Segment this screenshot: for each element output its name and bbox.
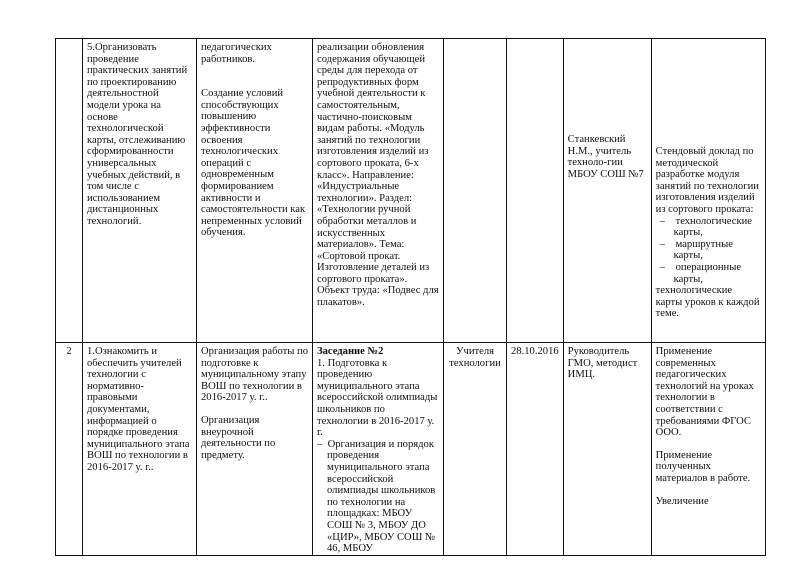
result-text: Применение полученных материалов в работе. xyxy=(655,449,751,484)
goal-text: Организация работы по подготовке к муниципальному этапу ВОШ по технологии в 2016-2017 у. г.. xyxy=(201,346,308,404)
row-number: 2 xyxy=(56,343,83,556)
result-list-item: – технологические карты, xyxy=(659,215,752,239)
result-text: Применение современных педагогических технологий на уроках технологии в соответствии с требованиями ФГОС ООО. xyxy=(655,346,754,439)
table-row xyxy=(56,39,766,343)
responsible-text: Станкевский Н.М., учитель техноло-гии МБОУ СОШ №7 xyxy=(567,134,644,180)
responsible-cell: Руководитель ГМО, методист ИМЦ. xyxy=(563,343,651,556)
result-text: Стендовый доклад по методической разработке модуля занятий по технологии изготовления изделий из сортового проката: xyxy=(655,146,759,215)
participants-cell: Учителя технологии xyxy=(444,343,507,556)
task-cell: 5.Организовать проведение практических занятий по проектированию деятельностной модели урока на основе технологической карты, отслеживанию сформированности универсальных учебных действий, в том числе с использованием дистанционных технологий. xyxy=(83,39,197,343)
meeting-title: Заседание №2 xyxy=(317,346,384,357)
goal-cell xyxy=(197,39,313,343)
row-number xyxy=(56,39,83,343)
result-cell xyxy=(651,39,765,343)
result-list-item: – маршрутные карты, xyxy=(659,238,733,262)
date-cell: 28.10.2016 xyxy=(507,343,564,556)
responsible-cell xyxy=(563,39,651,343)
goal-text: Создание условий способствующих повышению эффективности освоения технологических операций с одновременным формированием активности и самостоятельности как непременных условий обучения. xyxy=(201,88,306,239)
goal-text: Организация внеурочной деятельности по предмету. xyxy=(201,414,276,461)
table-row xyxy=(56,343,766,556)
content-cell xyxy=(313,343,444,556)
goal-text: педагогических работников. xyxy=(201,42,272,65)
result-text: технологические карты уроков к каждой теме. xyxy=(655,285,760,320)
goal-cell xyxy=(197,343,313,556)
date-cell xyxy=(507,39,564,343)
content-text: 1. Подготовка к проведению муниципального этапа всероссийской олимпиады школьников по технологии в 2016-2017 у. г. xyxy=(317,357,438,439)
result-text: Увеличение xyxy=(655,495,709,507)
task-cell: 1.Ознакомить и обеспечить учителей технологии с нормативно-правовыми документами, информацией о порядке проведения муниципального этапа ВОШ по технологии в 2016-2017 у. г.. xyxy=(83,343,197,556)
content-cell: реализации обновления содержания обучающей среды для перехода от репродуктивных форм учебной деятельности к самостоятельным, частично-поисковым видам работы. «Модуль занятий по технологии изготовления изделий из сортового проката, 6-х класс». Направление: «Индустриальные технологии». Раздел: «Технологии ручной обработки металлов и искусственных материалов». Тема: «Сортовой прокат. Изготовление деталей из сортового проката». Объект труда: «Подвес для плакатов». xyxy=(313,39,444,343)
participants-cell xyxy=(444,39,507,343)
result-cell xyxy=(651,343,765,556)
content-list-item: – Организация и порядок проведения муниципального этапа всероссийской олимпиады школьников по технологии на площадках: МБОУ СОШ № 3, МБОУ ДО «ЦИР», МБОУ СОШ № 46, МБОУ xyxy=(317,438,436,555)
result-list-item: – операционные карты, xyxy=(659,261,742,285)
plan-table xyxy=(55,38,766,556)
